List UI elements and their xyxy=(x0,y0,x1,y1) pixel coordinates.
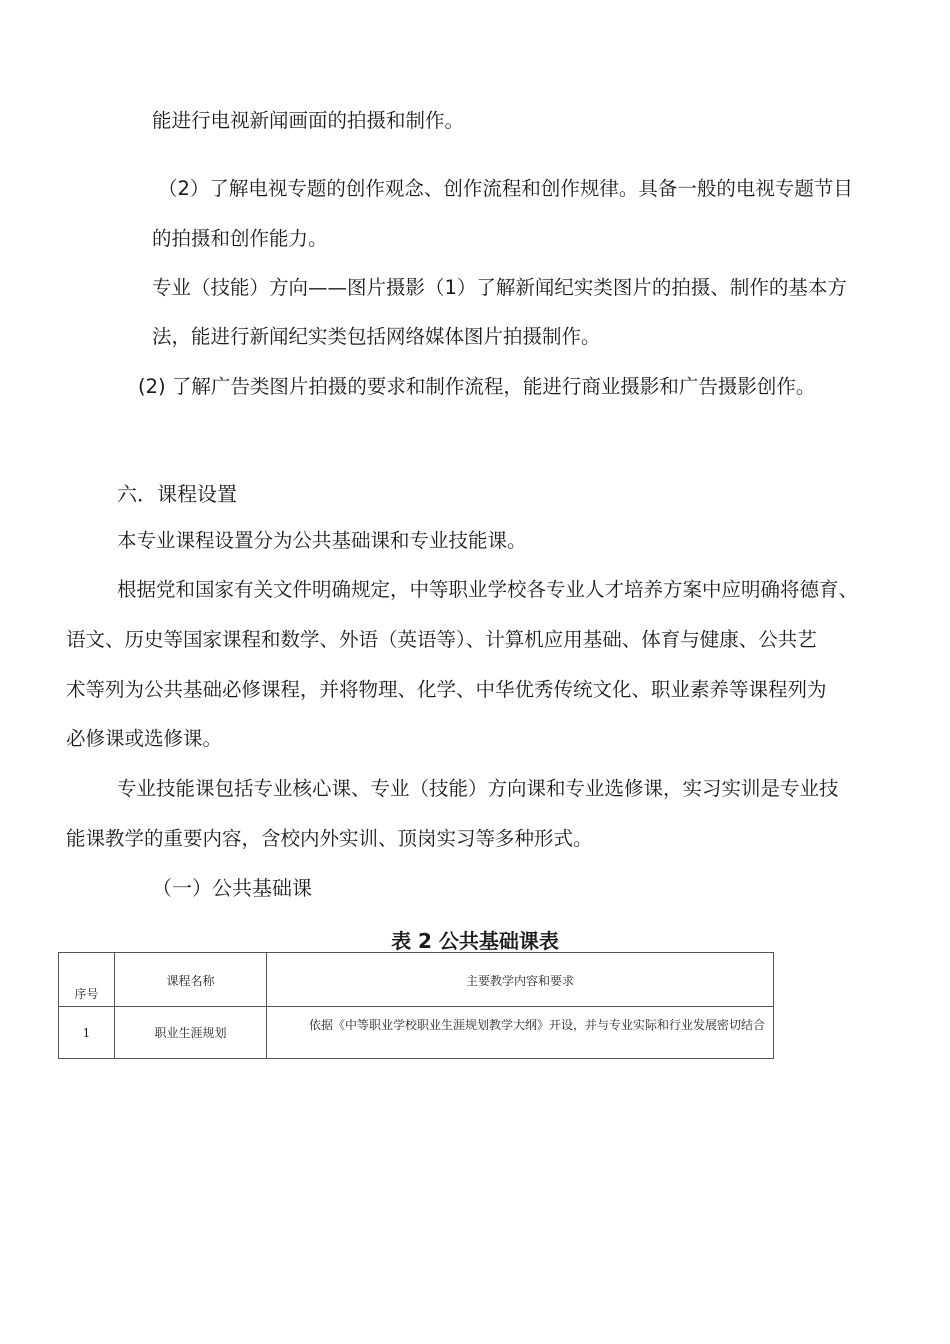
line-tv-special-item-2: （2）了解电视专题的创作观念、创作流程和创作规律。具备一般的电视专题节目 xyxy=(158,177,853,200)
cell-content: 依据《中等职业学校职业生涯规划教学大纲》开设，并与专业实际和行业发展密切结合 xyxy=(267,1007,774,1059)
line-ad-photo-item-2: (2) 了解广告类图片拍摄的要求和制作流程，能进行商业摄影和广告摄影创作。 xyxy=(138,375,816,398)
header-index: 序号 xyxy=(59,953,115,1007)
paragraph-regulation-line-3: 术等列为公共基础必修课程，并将物理、化学、中华优秀传统文化、职业素养等课程列为 xyxy=(66,678,827,701)
header-content: 主要教学内容和要求 xyxy=(267,953,774,1007)
line-news-shooting: 能进行电视新闻画面的拍摄和制作。 xyxy=(152,109,465,132)
paragraph-regulation-line-1: 根据党和国家有关文件明确规定，中等职业学校各专业人才培养方案中应明确将德育、 xyxy=(117,578,859,601)
course-table xyxy=(58,952,774,1059)
cell-course-name: 职业生涯规划 xyxy=(115,1007,267,1059)
line-tv-special-cont: 的拍摄和创作能力。 xyxy=(152,227,328,250)
table-header-row xyxy=(59,953,774,1007)
paragraph-skills-line-1: 专业技能课包括专业核心课、专业（技能）方向课和专业选修课，实习实训是专业技 xyxy=(117,777,839,800)
table-title: 表 2 公共基础课表 xyxy=(391,929,559,953)
line-photo-direction-cont: 法，能进行新闻纪实类包括网络媒体图片拍摄制作。 xyxy=(152,325,601,348)
cell-index: 1 xyxy=(59,1007,115,1059)
section-heading: 六．课程设置 xyxy=(117,482,237,506)
header-course-name: 课程名称 xyxy=(115,953,267,1007)
line-photo-direction: 专业（技能）方向——图片摄影（1）了解新闻纪实类图片的拍摄、制作的基本方 xyxy=(152,276,847,299)
paragraph-course-intro: 本专业课程设置分为公共基础课和专业技能课。 xyxy=(117,529,527,552)
paragraph-skills-line-2: 能课教学的重要内容，含校内外实训、顶岗实习等多种形式。 xyxy=(66,827,593,850)
paragraph-regulation-line-2: 语文、历史等国家课程和数学、外语（英语等）、计算机应用基础、体育与健康、公共艺 xyxy=(66,628,817,651)
subheading-public-courses: （一）公共基础课 xyxy=(152,876,312,900)
table-row xyxy=(59,1007,774,1059)
paragraph-regulation-line-4: 必修课或选修课。 xyxy=(66,727,223,750)
